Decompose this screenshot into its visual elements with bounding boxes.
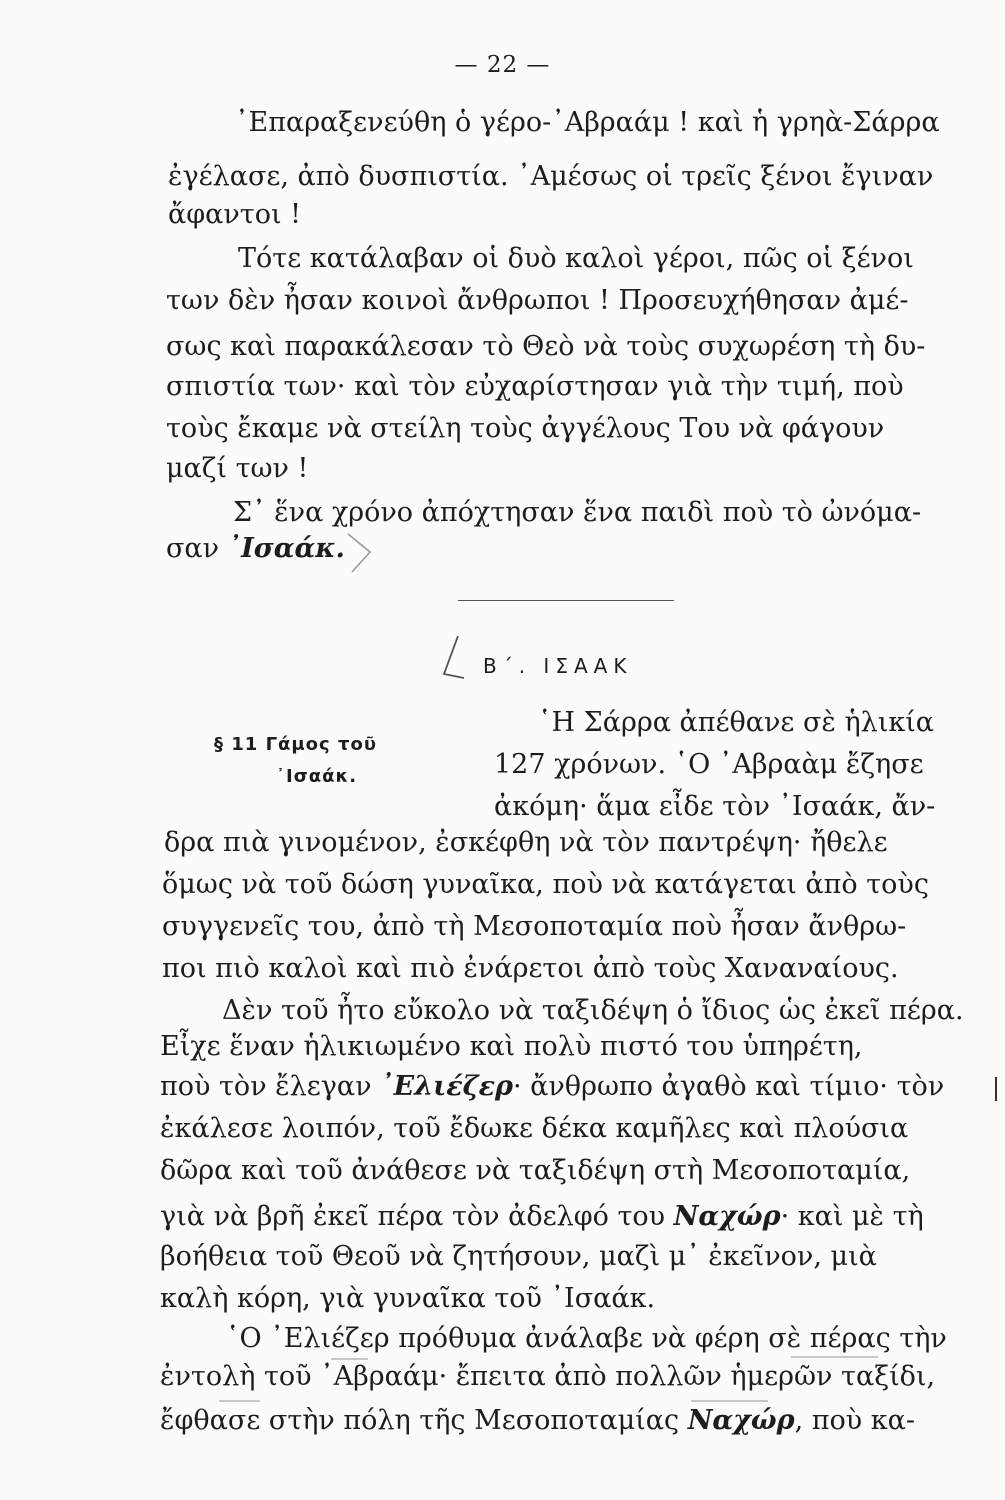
text-line: τοὺς ἔκαμε νὰ στείλη τοὺς ἀγγέλους Του νὰ φάγουν	[166, 413, 885, 444]
text-span: , ποὺ κα-	[794, 1405, 915, 1436]
eliezer-name: ᾿Ελιέζερ	[380, 1071, 513, 1102]
text-line: Εἶχε ἕναν ἡλικιωμένο καὶ πολὺ πιστό του ὑπηρέτη,	[160, 1031, 863, 1062]
text-line: ἄφαντοι !	[168, 199, 301, 230]
text-line: Σ᾿ ἕνα χρόνο ἀπόχτησαν ἕνα παιδὶ ποὺ τὸ ὠνόμα-	[233, 497, 922, 528]
side-note-line1: § 11 Γάμος τοῦ	[214, 734, 377, 755]
text-line: των δὲν ἦσαν κοινοὶ ἄνθρωποι ! Προσευχήθησαν ἀμέ-	[166, 285, 909, 316]
text-line: ῾Η Σάρρα ἀπέθανε σὲ ἡλικία	[538, 707, 935, 738]
text-line: ποι πιὸ καλοὶ καὶ πιὸ ἐνάρετοι ἀπὸ τοὺς Χαναναίους.	[162, 953, 899, 984]
text-span: σαν	[166, 533, 228, 564]
nahor-line	[160, 1200, 924, 1234]
text-line: σως καὶ παρακάλεσαν τὸ Θεὸ νὰ τοὺς συχωρέση τὴ δυ-	[166, 331, 926, 362]
text-span: · ἄνθρωπο ἀγαθὸ καὶ τίμιο· τὸν	[513, 1071, 945, 1102]
nahor-name-2: Ναχώρ	[687, 1405, 795, 1436]
text-line: ἐγέλασε, ἀπὸ δυσπιστία. ᾿Αμέσως οἱ τρεῖς ξένοι ἔγιναν	[168, 161, 934, 192]
text-line: δρα πιὰ γινομένον, ἐσκέφθη νὰ τὸν παντρέψη· ἤθελε	[164, 827, 888, 858]
page-edge-mark	[991, 1075, 1001, 1103]
pencil-chevron-mark	[342, 530, 378, 576]
text-line: σπιστία των· καὶ τὸν εὐχαρίστησαν γιὰ τὴν τιμή, ποὺ	[166, 371, 904, 402]
isaac-line	[166, 532, 345, 566]
section-divider	[458, 600, 674, 601]
section-heading: Β΄. ΙΣΑΑΚ	[483, 654, 633, 678]
text-line: ἐκάλεσε λοιπόν, τοῦ ἔδωκε δέκα καμῆλες καὶ πλούσια	[160, 1113, 909, 1144]
eliezer-line	[160, 1070, 944, 1104]
text-line: ἀκόμη· ἅμα εἶδε τὸν ᾿Ισαάκ, ἄν-	[494, 791, 936, 822]
pencil-check-mark	[440, 634, 466, 684]
text-line: βοήθεια τοῦ Θεοῦ νὰ ζητήσουν, μαζὶ μ᾿ ἐκεῖνον, μιὰ	[160, 1241, 877, 1272]
text-span: · καὶ μὲ τὴ	[780, 1201, 924, 1232]
text-line: 127 χρόνων. ῾Ο ᾿Αβραὰμ ἔζησε	[494, 749, 924, 780]
text-line: δῶρα καὶ τοῦ ἀνάθεσε νὰ ταξιδέψη στὴ Μεσοποταμία,	[160, 1155, 911, 1186]
side-note-line2: ᾿Ισαάκ.	[276, 766, 358, 787]
text-line: καλὴ κόρη, γιὰ γυναῖκα τοῦ ᾿Ισαάκ.	[160, 1283, 656, 1314]
page-number: — 22 —	[454, 52, 551, 78]
text-line: ἐντολὴ τοῦ ᾿Αβραάμ· ἔπειτα ἀπὸ πολλῶν ἡμερῶν ταξίδι,	[160, 1361, 936, 1392]
text-line: Τότε κατάλαβαν οἱ δυὸ καλοὶ γέροι, πῶς οἱ ξένοι	[238, 243, 914, 274]
text-line: ῾Ο ᾿Ελιέζερ πρόθυμα ἀνάλαβε νὰ φέρη σὲ πέρας τὴν	[226, 1323, 947, 1354]
text-span: ποὺ τὸν ἔλεγαν	[160, 1071, 381, 1102]
isaac-name: ᾿Ισαάκ.	[227, 533, 345, 564]
text-line: ὅμως νὰ τοῦ δώση γυναῖκα, ποὺ νὰ κατάγεται ἀπὸ τοὺς	[162, 869, 929, 900]
text-line: συγγενεῖς του, ἀπὸ τὴ Μεσοποταμία ποὺ ἦσαν ἄνθρω-	[162, 911, 907, 942]
nahor-line-2	[160, 1404, 915, 1438]
text-line: ᾿Επαραξενεύθη ὁ γέρο-᾿Αβραάμ ! καὶ ἡ γρηὰ-Σάρρα	[235, 107, 940, 138]
text-line: μαζί των !	[166, 453, 309, 484]
text-line: Δὲν τοῦ ἦτο εὔκολο νὰ ταξιδέψη ὁ ἴδιος ὡς ἐκεῖ πέρα.	[222, 995, 964, 1026]
text-span: ἔφθασε στὴν πόλη τῆς Μεσοποταμίας	[160, 1405, 688, 1436]
text-span: γιὰ νὰ βρῆ ἐκεῖ πέρα τὸν ἀδελφό του	[160, 1201, 674, 1232]
nahor-name: Ναχώρ	[673, 1201, 781, 1232]
